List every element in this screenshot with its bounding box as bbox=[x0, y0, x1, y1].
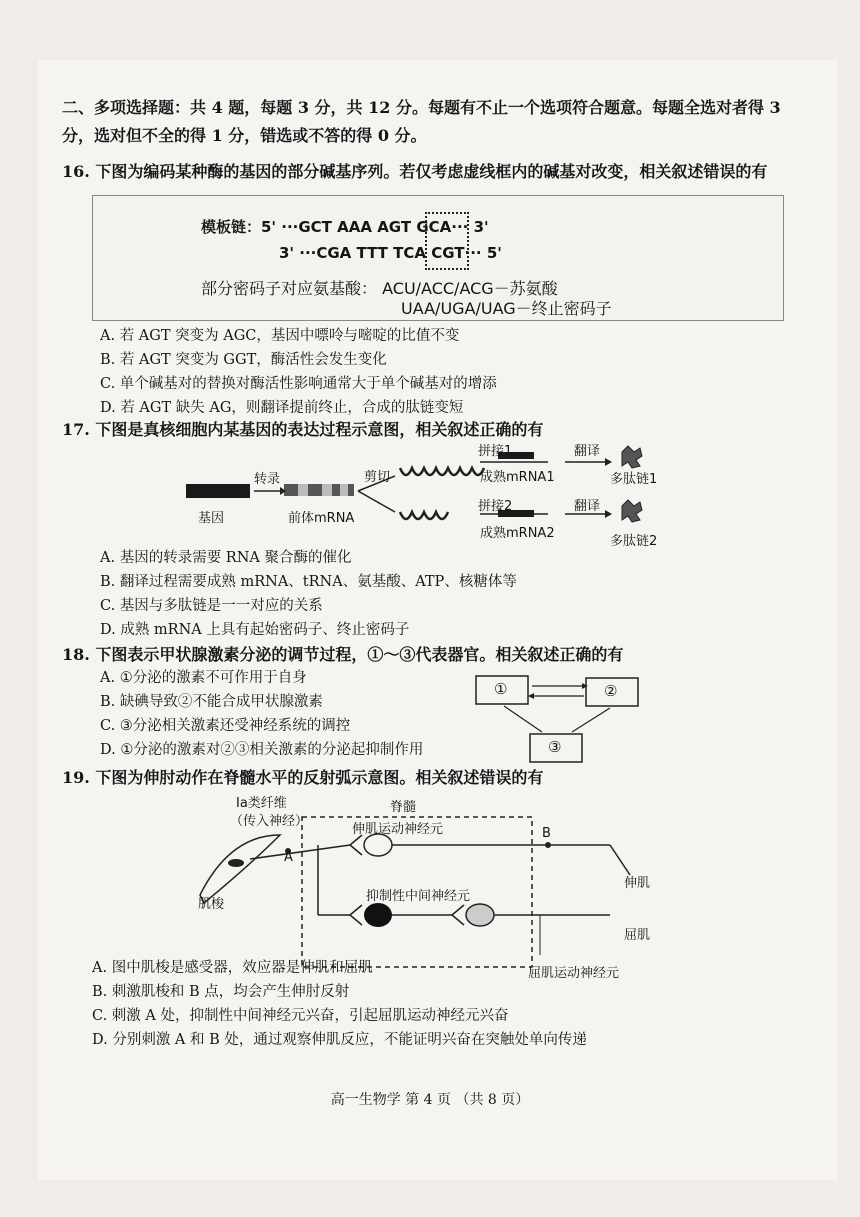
q17-option-a: A. 基因的转录需要 RNA 聚合酶的催化 bbox=[100, 550, 352, 566]
coding-seq-b: CGT··· 5' bbox=[431, 244, 502, 262]
q17-option-b: B. 翻译过程需要成熟 mRNA、tRNA、氨基酸、ATP、核糖体等 bbox=[100, 574, 517, 590]
label-mature1: 成熟mRNA1 bbox=[480, 470, 555, 485]
q16-option-b: B. 若 AGT 突变为 GGT，酶活性会发生变化 bbox=[100, 352, 387, 368]
label-afferent: （传入神经） bbox=[230, 814, 309, 829]
label-peptide2: 多肽链2 bbox=[610, 534, 658, 549]
label-flexor-motor: 屈肌运动神经元 bbox=[528, 966, 620, 981]
q19-stem: 19. 下图为伸肘动作在脊髓水平的反射弧示意图。相关叙述错误的有 bbox=[62, 768, 544, 787]
label-inhibitory: 抑制性中间神经元 bbox=[366, 889, 471, 904]
q18-option-c: C. ③分泌相关激素还受神经系统的调控 bbox=[100, 718, 351, 734]
q17-option-d: D. 成熟 mRNA 上具有起始密码子、终止密码子 bbox=[100, 622, 410, 638]
template-label: 模板链：5' bbox=[201, 218, 277, 236]
label-cut: 剪切 bbox=[364, 470, 391, 485]
label-splice1: 拼接1 bbox=[478, 444, 513, 459]
label-point-a: A bbox=[284, 850, 293, 865]
q17-option-c: C. 基因与多肽链是一一对应的关系 bbox=[100, 598, 323, 614]
label-pre-mrna: 前体mRNA bbox=[288, 511, 355, 526]
gene-bar bbox=[186, 484, 250, 498]
q16-option-d: D. 若 AGT 缺失 AG，则翻译提前终止，合成的肽链变短 bbox=[100, 400, 464, 416]
codon-label: 部分密码子对应氨基酸： bbox=[201, 279, 378, 298]
coding-boxed: TCA bbox=[393, 244, 426, 262]
label-point-b: B bbox=[542, 826, 551, 841]
codon-1: ACU/ACC/ACG－苏氨酸 bbox=[382, 279, 558, 298]
q18-option-b: B. 缺碘导致②不能合成甲状腺激素 bbox=[100, 694, 323, 710]
q19-option-d: D. 分别刺激 A 和 B 处，通过观察伸肌反应，不能证明兴奋在突触处单向传递 bbox=[92, 1032, 587, 1048]
label-peptide1: 多肽链1 bbox=[610, 472, 658, 487]
label-translate1: 翻译 bbox=[574, 444, 601, 459]
q17-stem: 17. 下图是真核细胞内某基因的表达过程示意图，相关叙述正确的有 bbox=[62, 420, 544, 439]
node-2: ② bbox=[604, 682, 618, 700]
label-translate2: 翻译 bbox=[574, 499, 601, 514]
section-heading: 二、多项选择题：共 4 题，每题 3 分，共 12 分。每题有不止一个选项符合题意。每题全选对者得 3 分，选对但不全的得 1 分，错选或不答的得 0 分。 bbox=[62, 98, 781, 145]
q16-stem: 16. 下图为编码某种酶的基因的部分碱基序列。若仅考虑虚线框内的碱基对改变，相关叙述错误的有 bbox=[62, 162, 768, 181]
label-transcription: 转录 bbox=[254, 472, 281, 487]
label-spinal: 脊髓 bbox=[390, 800, 417, 815]
q16-option-c: C. 单个碱基对的替换对酶活性影响通常大于单个碱基对的增添 bbox=[100, 376, 497, 392]
label-extensor-motor: 伸肌运动神经元 bbox=[352, 822, 444, 837]
label-spindle: 肌梭 bbox=[198, 897, 225, 912]
page-footer: 高一生物学 第 4 页 （共 8 页） bbox=[330, 1092, 530, 1108]
codon-2: UAA/UGA/UAG－终止密码子 bbox=[401, 299, 612, 318]
q19-option-b: B. 刺激肌梭和 B 点，均会产生伸肘反射 bbox=[92, 984, 350, 1000]
label-fiber: Ia类纤维 bbox=[236, 796, 287, 811]
template-seq-a: ···GCT AAA bbox=[281, 218, 372, 236]
q18-stem: 18. 下图表示甲状腺激素分泌的调节过程，①～③代表器官。相关叙述正确的有 bbox=[62, 645, 624, 664]
q16-sequence-box bbox=[92, 195, 784, 321]
label-flexor: 屈肌 bbox=[624, 928, 651, 943]
label-extensor: 伸肌 bbox=[624, 876, 651, 891]
q19-option-a: A. 图中肌梭是感受器，效应器是伸肌和屈肌 bbox=[92, 960, 373, 976]
label-splice2: 拼接2 bbox=[478, 499, 513, 514]
coding-prefix: 3' bbox=[279, 244, 295, 262]
q19-option-c: C. 刺激 A 处，抑制性中间神经元兴奋，引起屈肌运动神经元兴奋 bbox=[92, 1008, 509, 1024]
node-1: ① bbox=[494, 680, 508, 698]
q16-option-a: A. 若 AGT 突变为 AGC，基因中嘌呤与嘧啶的比值不变 bbox=[100, 328, 460, 344]
q18-option-d: D. ①分泌的激素对②③相关激素的分泌起抑制作用 bbox=[100, 742, 424, 758]
node-3: ③ bbox=[548, 738, 562, 756]
q18-option-a: A. ①分泌的激素不可作用于自身 bbox=[100, 670, 307, 686]
label-mature2: 成熟mRNA2 bbox=[480, 526, 555, 541]
label-gene: 基因 bbox=[198, 511, 225, 526]
template-boxed: AGT bbox=[377, 218, 412, 236]
coding-seq-a: ···CGA TTT bbox=[299, 244, 388, 262]
dotted-frame bbox=[425, 212, 469, 270]
template-seq-b: GCA··· 3' bbox=[416, 218, 489, 236]
